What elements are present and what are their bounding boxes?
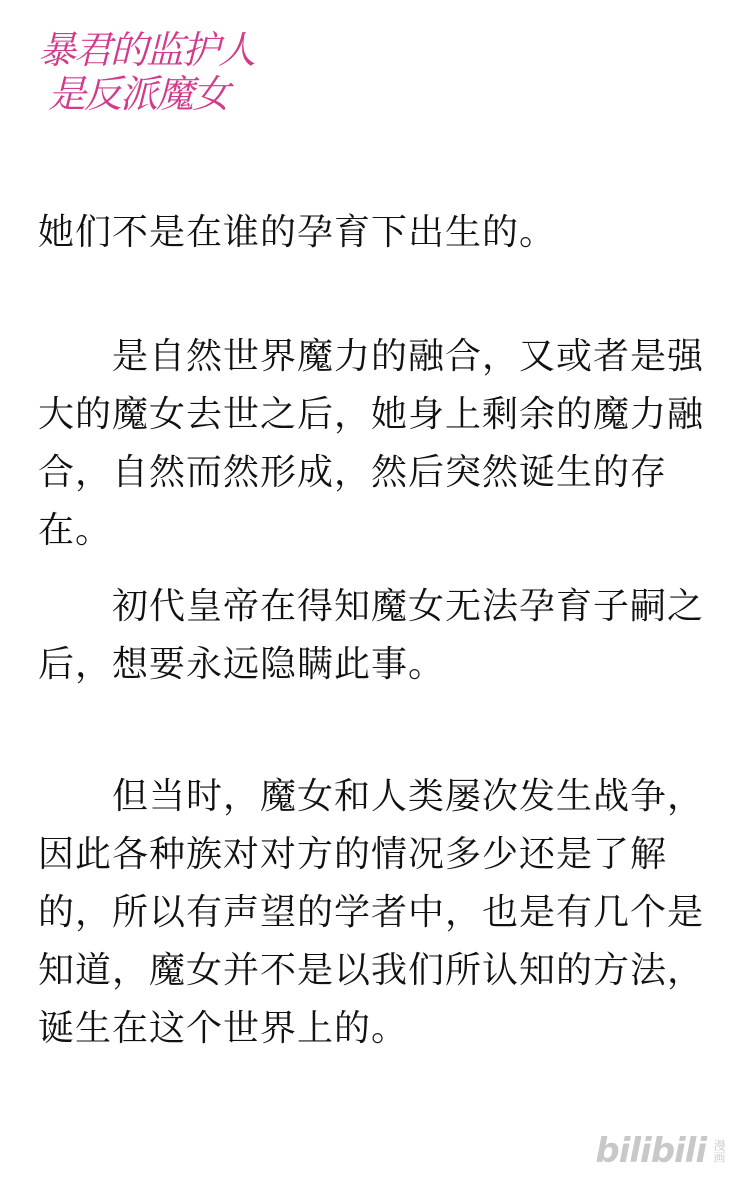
logo-line-1: 暴君的监护人 bbox=[38, 28, 255, 72]
watermark-side-text: 漫画 bbox=[712, 1139, 726, 1163]
paragraph-text: 她们不是在谁的孕育下出生的。 bbox=[38, 212, 557, 253]
paragraph-text: 初代皇帝在得知魔女无法孕育子嗣之后，想要永远隐瞒此事。 bbox=[38, 586, 705, 685]
paragraph-text: 是自然世界魔力的融合，又或者是强大的魔女去世之后，她身上剩余的魔力融合，自然而然形成，然后突然诞生的存在。 bbox=[38, 336, 705, 551]
bilibili-watermark bbox=[595, 1131, 726, 1171]
series-logo bbox=[38, 28, 268, 116]
paragraph-1 bbox=[38, 204, 728, 262]
paragraph-2 bbox=[38, 328, 728, 560]
paragraph-4 bbox=[38, 768, 728, 1058]
paragraph-3 bbox=[38, 578, 728, 694]
paragraph-text: 但当时，魔女和人类屡次发生战争，因此各种族对对方的情况多少还是了解的，所以有声望的学者中，也是有几个是知道，魔女并不是以我们所认知的方法，诞生在这个世界上的。 bbox=[38, 776, 705, 1049]
logo-line-2: 是反派魔女 bbox=[48, 72, 229, 116]
watermark-brand: bilibili bbox=[595, 1131, 706, 1171]
